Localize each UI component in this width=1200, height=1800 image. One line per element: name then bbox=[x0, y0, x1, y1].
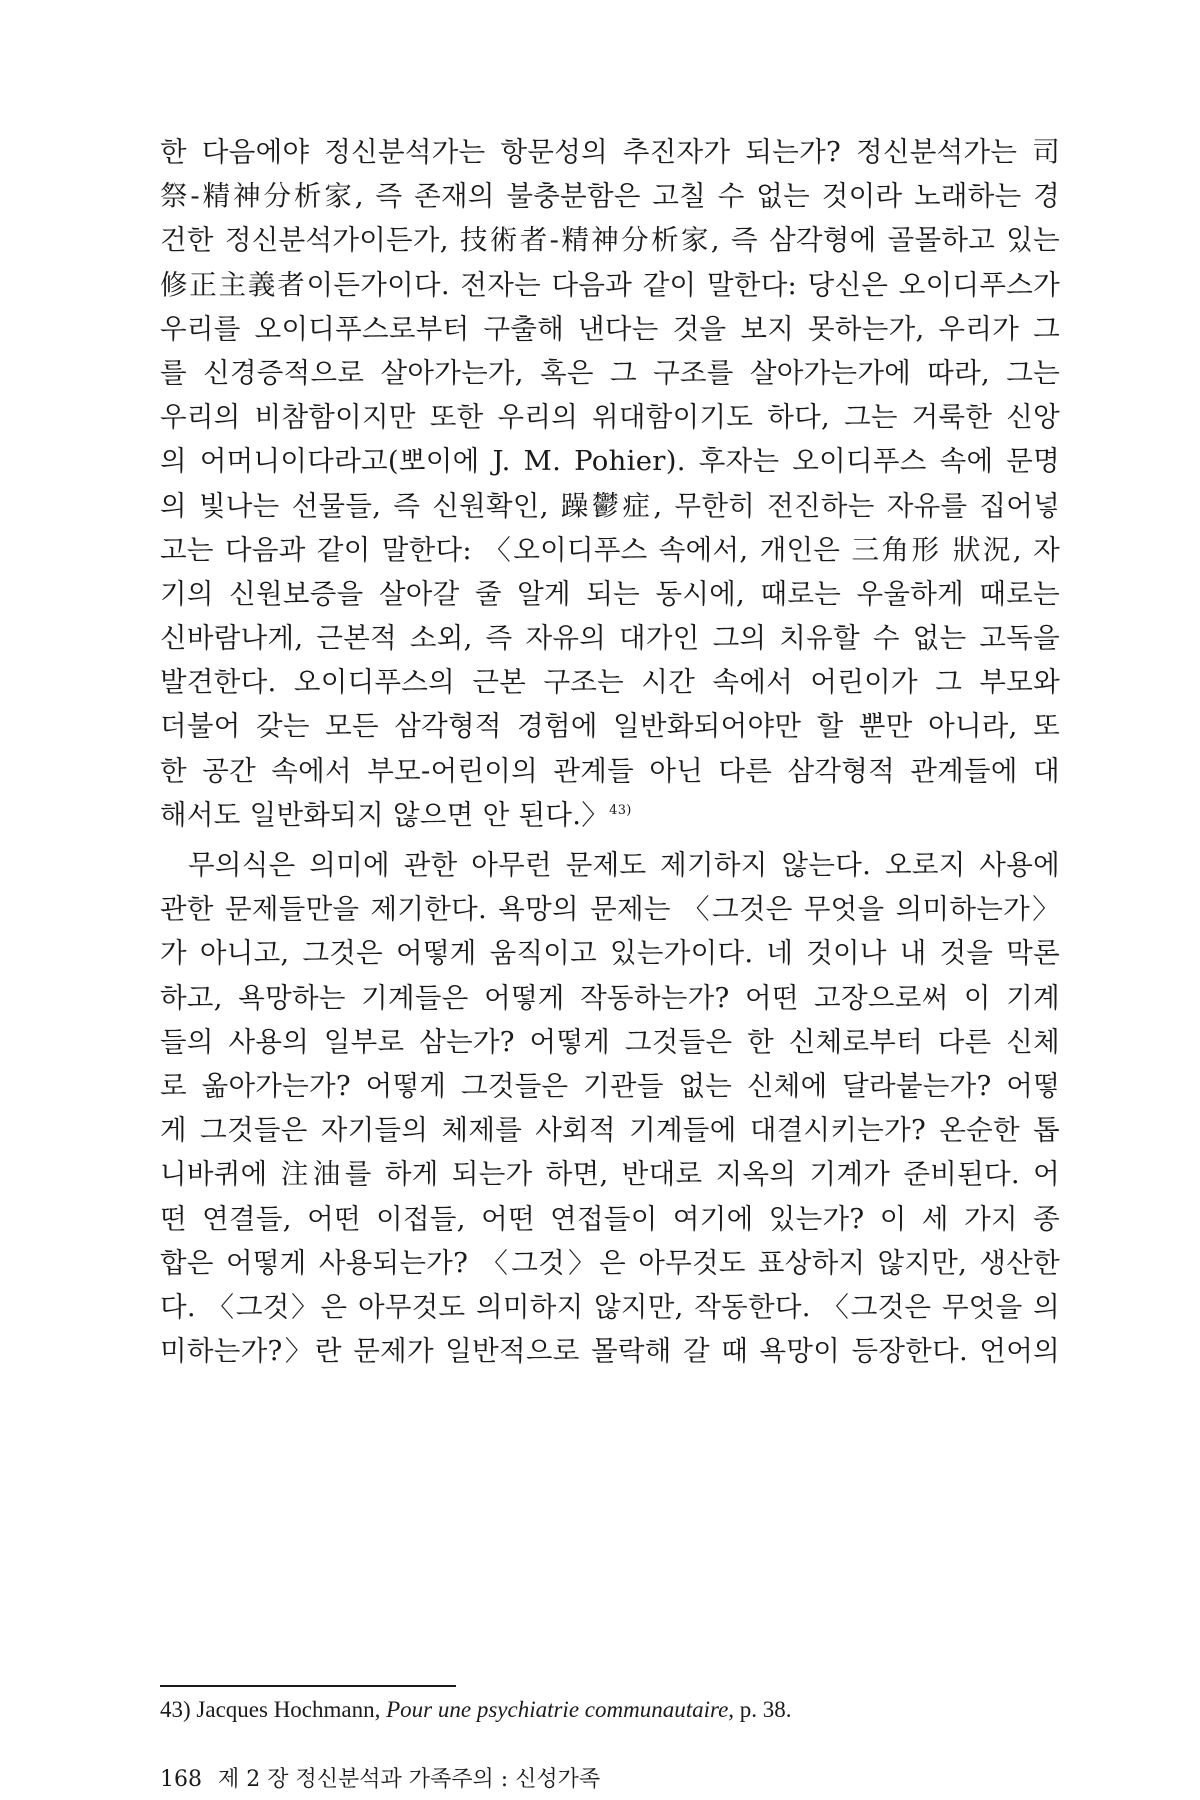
chapter-title: 제 2 장 정신분석과 가족주의 : 신성가족 bbox=[218, 1767, 601, 1792]
text-line-content: 해서도 일반화되지 않으면 안 된다.〉 bbox=[160, 798, 610, 831]
text-line: 기의 신원보증을 살아갈 줄 알게 되는 동시에, 때로는 우울하게 때로는 bbox=[160, 577, 1060, 610]
footnote-title: Pour une psychiatrie communautaire, bbox=[386, 1697, 735, 1722]
footnote bbox=[160, 1697, 792, 1723]
text-line-last bbox=[160, 793, 1060, 837]
footnote-page: p. 38. bbox=[739, 1697, 792, 1722]
text-line: 의 어머니이다라고(뽀이에 J. M. Pohier). 후자는 오이디푸스 속에 문명 bbox=[160, 445, 1060, 478]
text-line: 우리의 비참함이지만 또한 우리의 위대함이기도 하다, 그는 거룩한 신앙 bbox=[160, 401, 1060, 434]
text-line: 한 공간 속에서 부모-어린이의 관계들 아닌 다른 삼각형적 관계들에 대 bbox=[160, 754, 1060, 787]
text-line-indented: 무의식은 의미에 관한 아무런 문제도 제기하지 않는다. 오로지 사용에 bbox=[188, 849, 1060, 881]
text-line: 관한 문제들만을 제기한다. 욕망의 문제는 〈그것은 무엇을 의미하는가〉 bbox=[160, 893, 1060, 926]
text-line: 로 옮아가는가? 어떻게 그것들은 기관들 없는 신체에 달라붙는가? 어떻 bbox=[160, 1069, 1060, 1102]
footnote-divider bbox=[160, 1685, 456, 1687]
footnote-author: Jacques Hochmann, bbox=[196, 1697, 381, 1722]
text-line: 다. 〈그것〉은 아무것도 의미하지 않지만, 작동한다. 〈그것은 무엇을 의 bbox=[160, 1290, 1060, 1323]
paragraph-2 bbox=[160, 843, 1060, 1373]
text-line: 더불어 갖는 모든 삼각형적 경험에 일반화되어야만 할 뿐만 아니라, 또 bbox=[160, 710, 1060, 743]
footnote-number: 43) bbox=[160, 1697, 191, 1722]
text-line: 미하는가?〉란 문제가 일반적으로 몰락해 갈 때 욕망이 등장한다. 언어의 bbox=[160, 1335, 1060, 1368]
text-line: 고는 다음과 같이 말한다: 〈오이디푸스 속에서, 개인은 三角形 狀況, 자 bbox=[160, 533, 1060, 566]
text-line: 니바퀴에 注油를 하게 되는가 하면, 반대로 지옥의 기계가 준비된다. 어 bbox=[160, 1158, 1060, 1191]
text-line: 를 신경증적으로 살아가는가, 혹은 그 구조를 살아가는가에 따라, 그는 bbox=[160, 356, 1060, 389]
text-line: 건한 정신분석가이든가, 技術者-精神分析家, 즉 삼각형에 골몰하고 있는 bbox=[160, 224, 1060, 257]
text-line: 우리를 오이디푸스로부터 구출해 낸다는 것을 보지 못하는가, 우리가 그 bbox=[160, 312, 1060, 345]
text-line: 합은 어떻게 사용되는가? 〈그것〉은 아무것도 표상하지 않지만, 생산한 bbox=[160, 1246, 1060, 1279]
text-line: 발견한다. 오이디푸스의 근본 구조는 시간 속에서 어린이가 그 부모와 bbox=[160, 666, 1060, 699]
paragraph-1 bbox=[160, 130, 1060, 837]
text-line: 가 아니고, 그것은 어떻게 움직이고 있는가이다. 네 것이나 내 것을 막론 bbox=[160, 937, 1060, 970]
text-line: 修正主義者이든가이다. 전자는 다음과 같이 말한다: 당신은 오이디푸스가 bbox=[160, 268, 1060, 301]
text-line: 신바람나게, 근본적 소외, 즉 자유의 대가인 그의 치유할 수 없는 고독을 bbox=[160, 622, 1060, 655]
text-line: 게 그것들은 자기들의 체제를 사회적 기계들에 대결시키는가? 온순한 톱 bbox=[160, 1114, 1060, 1147]
body-text bbox=[160, 130, 1060, 1373]
text-line: 祭-精神分析家, 즉 존재의 불충분함은 고칠 수 없는 것이라 노래하는 경 bbox=[160, 180, 1060, 213]
footnote-reference[interactable]: 43) bbox=[609, 802, 632, 818]
text-line: 하고, 욕망하는 기계들은 어떻게 작동하는가? 어떤 고장으로써 이 기계 bbox=[160, 981, 1060, 1014]
text-line: 의 빛나는 선물들, 즉 신원확인, 躁鬱症, 무한히 전진하는 자유를 집어넣 bbox=[160, 489, 1060, 522]
text-line: 떤 연결들, 어떤 이접들, 어떤 연접들이 여기에 있는가? 이 세 가지 종 bbox=[160, 1202, 1060, 1235]
text-line: 들의 사용의 일부로 삼는가? 어떻게 그것들은 한 신체로부터 다른 신체 bbox=[160, 1025, 1060, 1058]
running-footer bbox=[160, 1762, 616, 1793]
page-number: 168 bbox=[160, 1767, 202, 1792]
text-line: 한 다음에야 정신분석가는 항문성의 추진자가 되는가? 정신분석가는 司 bbox=[160, 136, 1060, 168]
